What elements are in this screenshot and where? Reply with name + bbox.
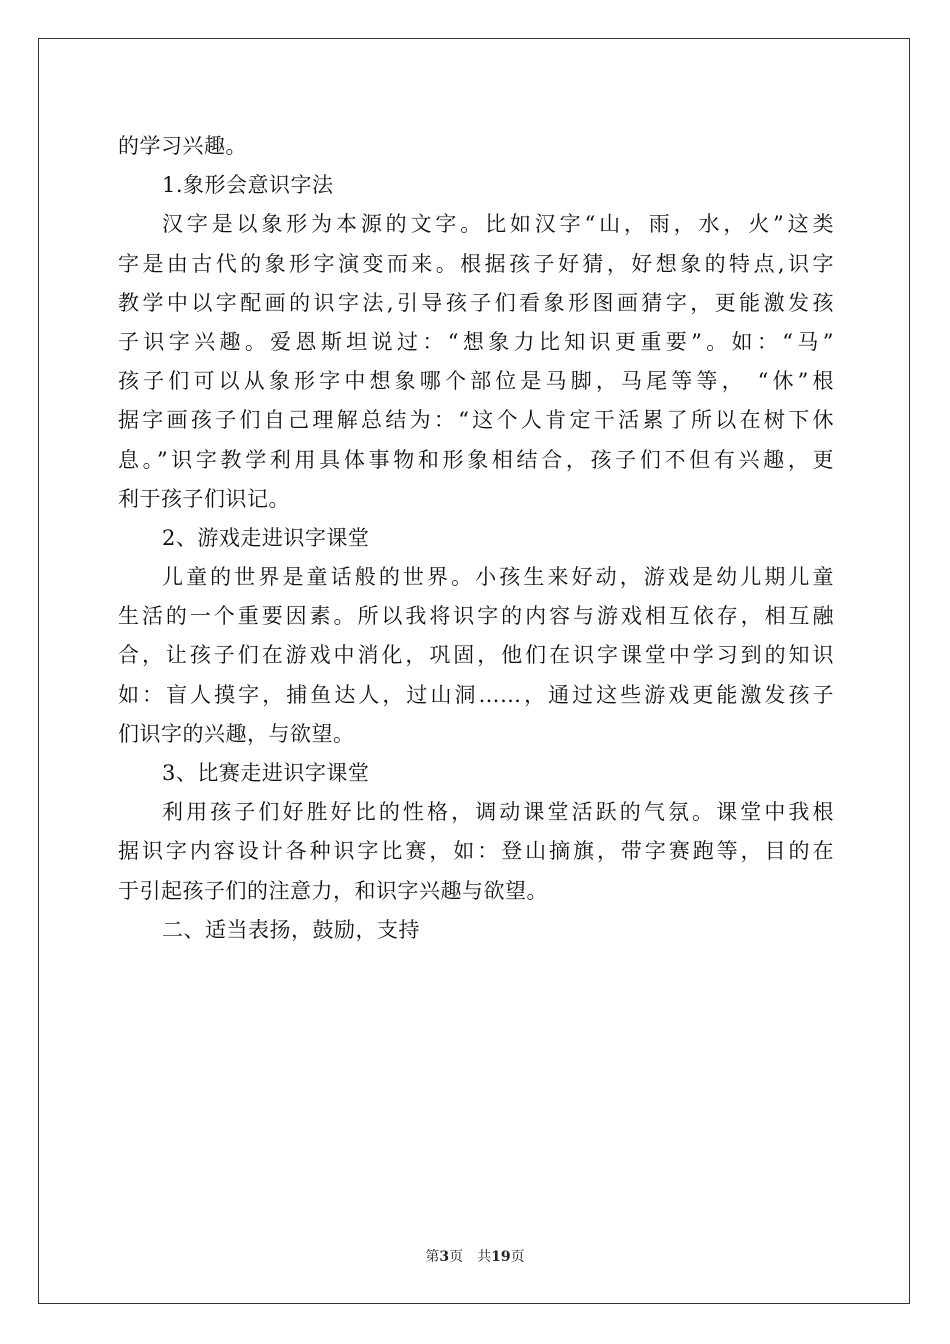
text-line: 息。”识字教学利用具体事物和形象相结合，孩子们不但有兴趣，更	[118, 447, 834, 472]
text-line: 们识字的兴趣，与欲望。	[118, 721, 355, 746]
text-line: 如：盲人摸字，捕鱼达人，过山洞……，通过这些游戏更能激发孩子	[118, 682, 834, 707]
paragraph	[118, 793, 834, 911]
paragraph	[118, 205, 834, 519]
document-body	[118, 127, 834, 950]
text-line: 儿童的世界是童话般的世界。小孩生来好动，游戏是幼儿期儿童	[162, 565, 834, 590]
text-line: 利于孩子们识记。	[118, 486, 290, 511]
text-line: 孩子们可以从象形字中想象哪个部位是马脚，马尾等等， “休”根	[118, 369, 834, 394]
paragraph	[118, 754, 834, 793]
text-line: 利用孩子们好胜好比的性格，调动课堂活跃的气氛。课堂中我根	[162, 800, 834, 825]
paragraph	[118, 519, 834, 558]
paragraph	[118, 166, 834, 205]
text-line: 2、游戏走进识字课堂	[162, 525, 370, 550]
text-line: 据字画孩子们自己理解总结为：“这个人肯定干活累了所以在树下休	[118, 408, 834, 433]
footer-suffix: 页	[510, 1249, 525, 1265]
page-footer	[0, 1246, 950, 1266]
text-line: 的学习兴趣。	[118, 134, 247, 158]
total-pages-number: 19	[491, 1249, 511, 1265]
paragraph	[118, 558, 834, 754]
text-line: 子识字兴趣。爱恩斯坦说过：“想象力比知识更重要”。如：“马”	[118, 329, 834, 354]
footer-prefix: 第	[425, 1249, 440, 1265]
text-line: 合，让孩子们在游戏中消化，巩固，他们在识字课堂中学习到的知识	[118, 643, 834, 668]
text-line: 3、比赛走进识字课堂	[162, 761, 370, 785]
text-line: 于引起孩子们的注意力，和识字兴趣与欲望。	[118, 878, 548, 903]
text-line: 生活的一个重要因素。所以我将识字的内容与游戏相互依存，相互融	[118, 604, 834, 629]
paragraph	[118, 911, 834, 950]
text-line: 汉字是以象形为本源的文字。比如汉字“山，雨，水，火”这类	[162, 212, 834, 237]
footer-middle: 页 共	[449, 1249, 492, 1265]
text-line: 据识字内容设计各种识字比赛，如：登山摘旗，带字赛跑等，目的在	[118, 839, 834, 864]
current-page-number: 3	[439, 1249, 450, 1265]
text-line: 1.象形会意识字法	[162, 173, 334, 198]
text-line: 教学中以字配画的识字法,引导孩子们看象形图画猜字，更能激发孩	[118, 290, 834, 315]
text-line: 二、适当表扬，鼓励，支持	[162, 917, 420, 942]
text-line: 字是由古代的象形字演变而来。根据孩子好猜，好想象的特点,识字	[118, 251, 834, 276]
paragraph	[118, 127, 834, 166]
